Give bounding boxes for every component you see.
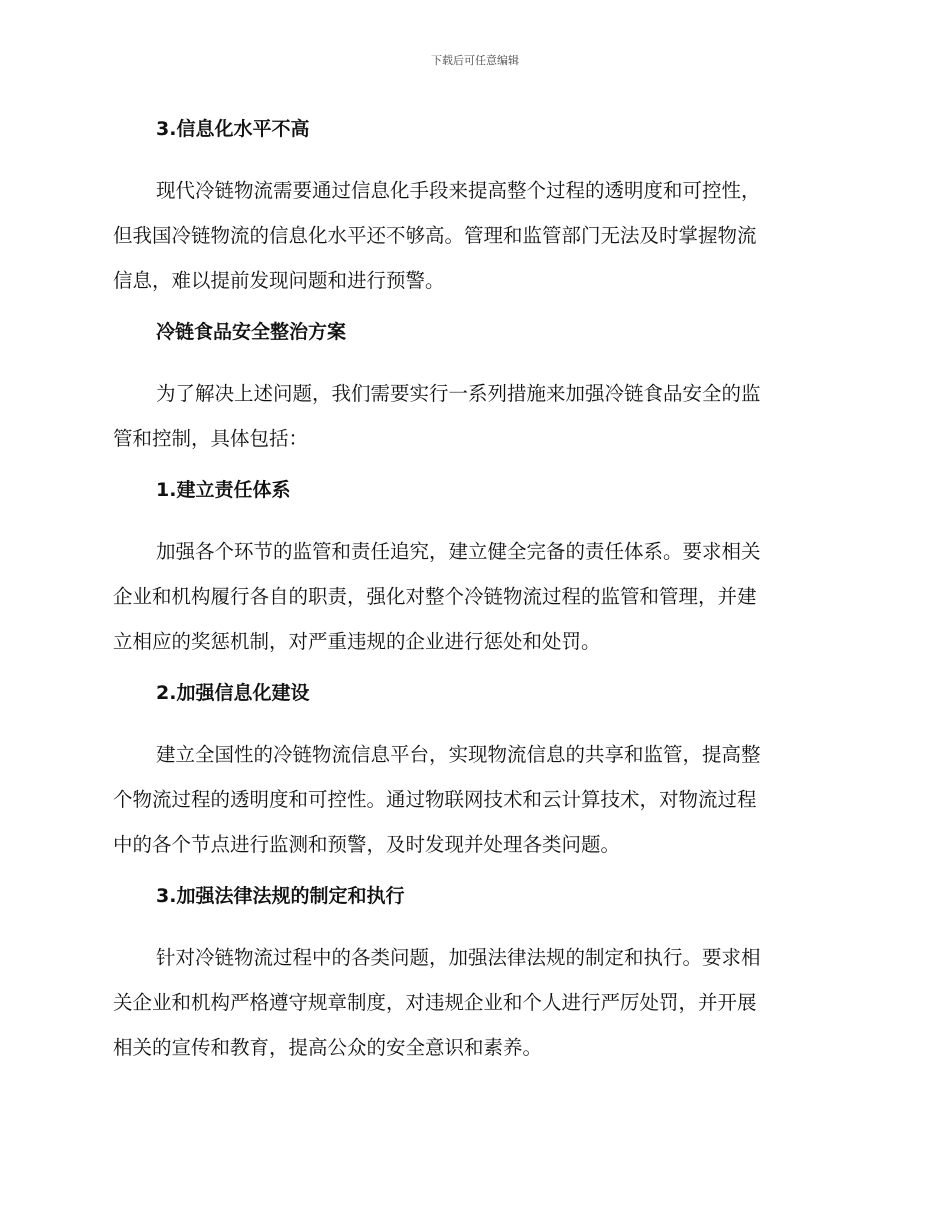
document-body bbox=[113, 112, 833, 1082]
paragraph-line: 管和控制，具体包括： bbox=[113, 427, 309, 450]
section-heading: 3.信息化水平不高 bbox=[156, 118, 310, 140]
page-header: 下载后可任意编辑 bbox=[431, 54, 519, 67]
section-heading: 3.加强法律法规的制定和执行 bbox=[156, 885, 405, 907]
section-paragraph bbox=[113, 371, 833, 461]
paragraph-line: 立相应的奖惩机制，对严重违规的企业进行惩处和处罚。 bbox=[113, 630, 601, 653]
paragraph-line: 针对冷链物流过程中的各类问题，加强法律法规的制定和执行。要求相 bbox=[156, 946, 761, 969]
paragraph-line: 信息，难以提前发现问题和进行预警。 bbox=[113, 269, 445, 292]
paragraph-line: 相关的宣传和教育，提高公众的安全意识和素养。 bbox=[113, 1036, 543, 1059]
paragraph-line: 现代冷链物流需要通过信息化手段来提高整个过程的透明度和可控性， bbox=[156, 179, 761, 202]
section-paragraph bbox=[113, 168, 833, 303]
paragraph-line: 建立全国性的冷链物流信息平台，实现物流信息的共享和监管，提高整 bbox=[156, 743, 761, 766]
paragraph-line: 个物流过程的透明度和可控性。通过物联网技术和云计算技术，对物流过程 bbox=[113, 788, 757, 811]
paragraph-line: 企业和机构履行各自的职责，强化对整个冷链物流过程的监管和管理，并建 bbox=[113, 585, 757, 608]
paragraph-line: 为了解决上述问题，我们需要实行一系列措施来加强冷链食品安全的监 bbox=[156, 382, 761, 405]
paragraph-line: 中的各个节点进行监测和预警，及时发现并处理各类问题。 bbox=[113, 833, 621, 856]
paragraph-line: 但我国冷链物流的信息化水平还不够高。管理和监管部门无法及时掌握物流 bbox=[113, 224, 757, 247]
section-paragraph bbox=[113, 529, 833, 664]
section-heading: 冷链食品安全整治方案 bbox=[156, 321, 347, 343]
section-paragraph bbox=[113, 732, 833, 867]
section-heading: 2.加强信息化建设 bbox=[156, 682, 310, 704]
section-heading: 1.建立责任体系 bbox=[156, 479, 291, 501]
paragraph-line: 加强各个环节的监管和责任追究，建立健全完备的责任体系。要求相关 bbox=[156, 540, 761, 563]
paragraph-line: 关企业和机构严格遵守规章制度，对违规企业和个人进行严厉处罚，并开展 bbox=[113, 991, 757, 1014]
section-paragraph bbox=[113, 935, 833, 1070]
